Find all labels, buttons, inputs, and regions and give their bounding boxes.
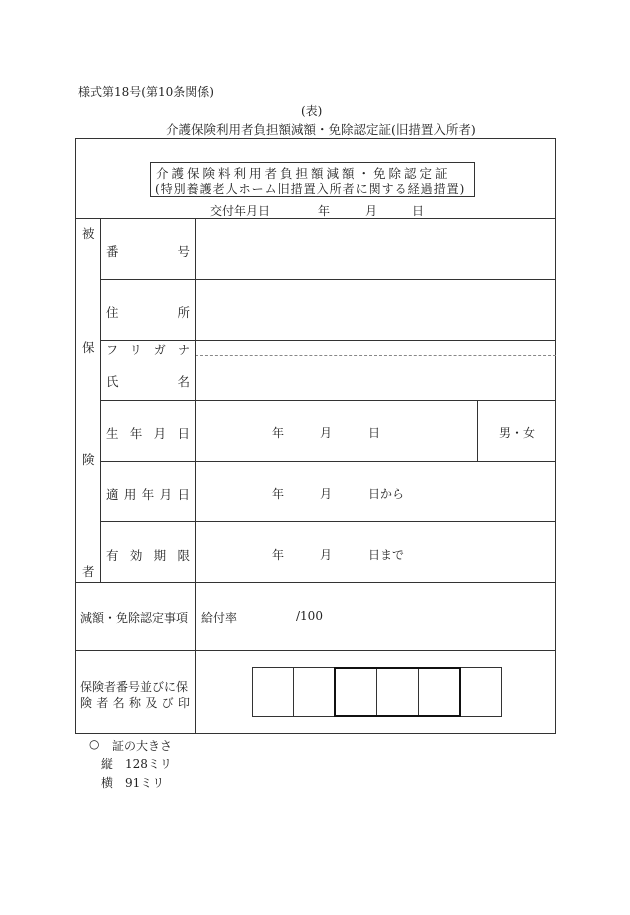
grid-line [75, 582, 556, 583]
valid-year: 年 [272, 548, 285, 562]
birth-year: 年 [272, 426, 285, 440]
birth-day: 日 [368, 426, 381, 440]
side-label: (表) [301, 104, 323, 118]
footnote-bullet: ○ [89, 737, 100, 751]
applicable-year: 年 [272, 487, 285, 501]
gender-options: 男・女 [499, 426, 536, 440]
name-label: 氏名 [106, 374, 190, 389]
insurer-number-highlight [334, 667, 461, 717]
grid-line [100, 218, 101, 582]
benefit-rate-label: 給付率 [201, 611, 238, 625]
applicable-month: 月 [320, 487, 333, 501]
insurer-label-line2: 険者名称及び印 [80, 696, 190, 710]
card-height: 縦 128ミリ [101, 757, 172, 771]
applicable-date-label: 適用年月日 [106, 487, 190, 502]
issue-year: 年 [318, 204, 331, 218]
grid-line [100, 521, 556, 522]
reduction-label: 減額・免除認定事項 [80, 611, 189, 625]
valid-period-label: 有効期限 [106, 548, 190, 563]
insured-char-3: 険 [82, 452, 95, 467]
insured-char-4: 者 [82, 564, 95, 579]
form-title: 介護保険利用者負担額減額・免除認定証(旧措置入所者) [166, 122, 476, 137]
grid-line [100, 461, 556, 462]
grid-line [195, 218, 196, 734]
insured-char-2: 保 [82, 340, 95, 355]
certificate-title: 介護保険料利用者負担額減額・免除認定証 [156, 166, 451, 181]
issue-month: 月 [365, 204, 378, 218]
card-width: 横 91ミリ [101, 776, 165, 790]
address-label: 住所 [106, 305, 190, 320]
footnote-title: 証の大きさ [112, 739, 173, 753]
grid-line [75, 218, 556, 219]
grid-line [100, 279, 556, 280]
grid-line [75, 650, 556, 651]
valid-month: 月 [320, 548, 333, 562]
valid-day: 日まで [368, 548, 405, 562]
form-number: 様式第18号(第10条関係) [78, 85, 214, 99]
insured-char-1: 被 [82, 226, 95, 241]
furigana-divider [195, 355, 556, 356]
furigana-label: フリガナ [106, 343, 190, 357]
birthdate-label: 生年月日 [106, 426, 190, 441]
number-label: 番号 [106, 244, 190, 259]
certificate-subtitle: (特別養護老人ホーム旧措置入所者に関する経過措置) [155, 182, 466, 196]
issue-day: 日 [412, 204, 425, 218]
grid-line [100, 400, 556, 401]
issue-date-label: 交付年月日 [210, 204, 271, 218]
grid-line [477, 400, 478, 461]
benefit-rate-value: /100 [296, 609, 323, 623]
birth-month: 月 [320, 426, 333, 440]
digit-box-divider [293, 667, 294, 717]
applicable-day: 日から [368, 487, 405, 501]
insurer-label-line1: 保険者番号並びに保 [80, 680, 189, 694]
